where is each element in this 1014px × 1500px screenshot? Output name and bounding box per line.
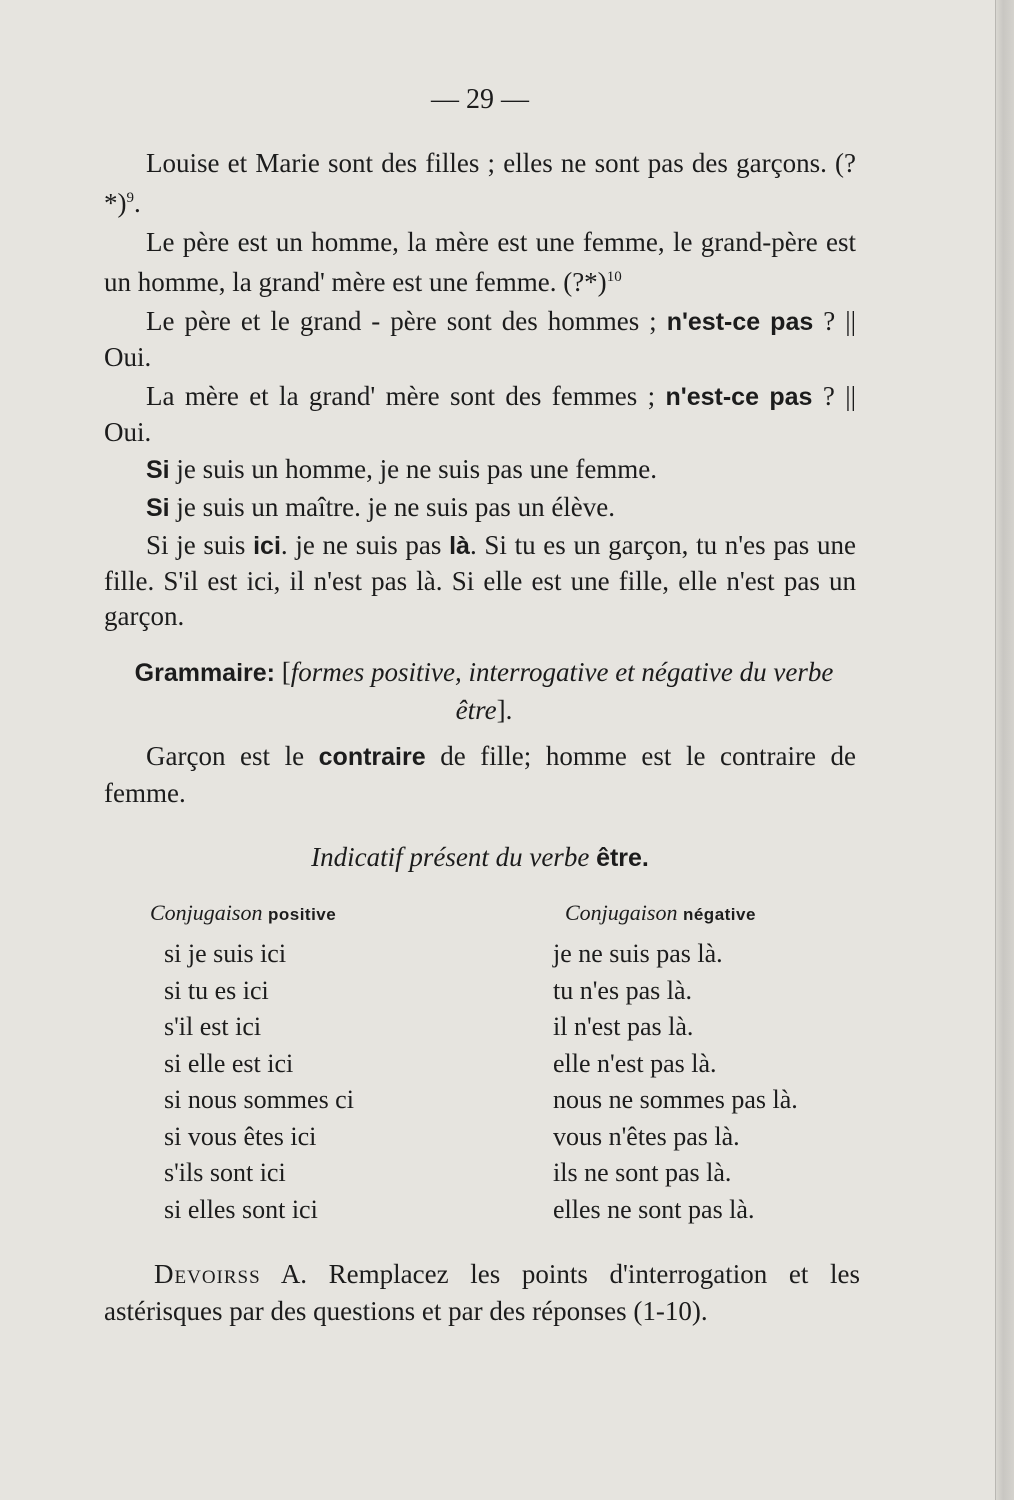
page-number: — 29 — bbox=[431, 84, 529, 115]
conjugation-negative bbox=[553, 898, 798, 1228]
paragraph-femmes: La mère et la grand' mère sont des femmes ; n'est-ce pas ? || Oui. bbox=[104, 381, 857, 447]
positive-heading: Conjugaison positive bbox=[150, 900, 337, 925]
paragraph-hommes: Le père et le grand - père sont des hommes ; n'est-ce pas ? || Oui. bbox=[104, 306, 857, 372]
list-item: elles ne sont pas là. bbox=[553, 1194, 755, 1224]
grammar-heading: Grammaire: [formes positive, interrogative et négative du verbe être]. bbox=[134, 657, 834, 725]
list-item: si nous sommes ci bbox=[164, 1085, 354, 1114]
page-edge bbox=[995, 0, 1014, 1500]
devoirs-paragraph: Devoirss A. Remplacez les points d'interrogation et les astérisques par des questions et par des réponses (1-10). bbox=[104, 1259, 860, 1326]
list-item: si je suis ici bbox=[164, 939, 287, 968]
paragraph-pere: Le père est un homme, la mère est une femme, le grand-père est un homme, la grand' mère est une femme. (?*)$^{10}$ bbox=[104, 227, 856, 297]
paragraph-si-homme: Si je suis un homme, je ne suis pas une femme. bbox=[146, 454, 658, 484]
negative-heading: Conjugaison négative bbox=[565, 900, 756, 925]
paragraph-si-ici: Si je suis ici. je ne suis pas là. Si tu es un garçon, tu n'es pas une fille. S'il est ici, il n'est pas là. Si elle est une fille, elle n'est pas un garçon. bbox=[104, 530, 856, 631]
list-item: si vous êtes ici bbox=[164, 1121, 317, 1151]
list-item: s'il est ici bbox=[164, 1012, 262, 1041]
list-item: si elles sont ici bbox=[164, 1194, 318, 1224]
list-item: s'ils sont ici bbox=[164, 1158, 286, 1187]
list-item: nous ne sommes pas là. bbox=[553, 1085, 798, 1114]
list-item: si tu es ici bbox=[164, 975, 269, 1005]
list-item: si elle est ici bbox=[164, 1048, 294, 1078]
list-item: ils ne sont pas là. bbox=[553, 1158, 732, 1187]
list-item: je ne suis pas là. bbox=[553, 939, 723, 968]
body-text bbox=[104, 146, 856, 634]
paragraph-si-maitre: Si je suis un maître. je ne suis pas un élève. bbox=[146, 492, 616, 522]
indicatif-heading: Indicatif présent du verbe être. bbox=[311, 842, 649, 872]
list-item: vous n'êtes pas là. bbox=[553, 1121, 740, 1151]
list-item: il n'est pas là. bbox=[553, 1012, 694, 1041]
paragraph-louise: Louise et Marie sont des filles ; elles ne sont pas des garçons. (?*)$^9$. bbox=[104, 148, 856, 218]
conjugation-positive bbox=[150, 898, 354, 1228]
list-item: elle n'est pas là. bbox=[553, 1048, 717, 1078]
list-item: tu n'es pas là. bbox=[553, 975, 692, 1005]
contraire-paragraph: Garçon est le contraire de fille; homme est le contraire de femme. bbox=[104, 741, 856, 808]
